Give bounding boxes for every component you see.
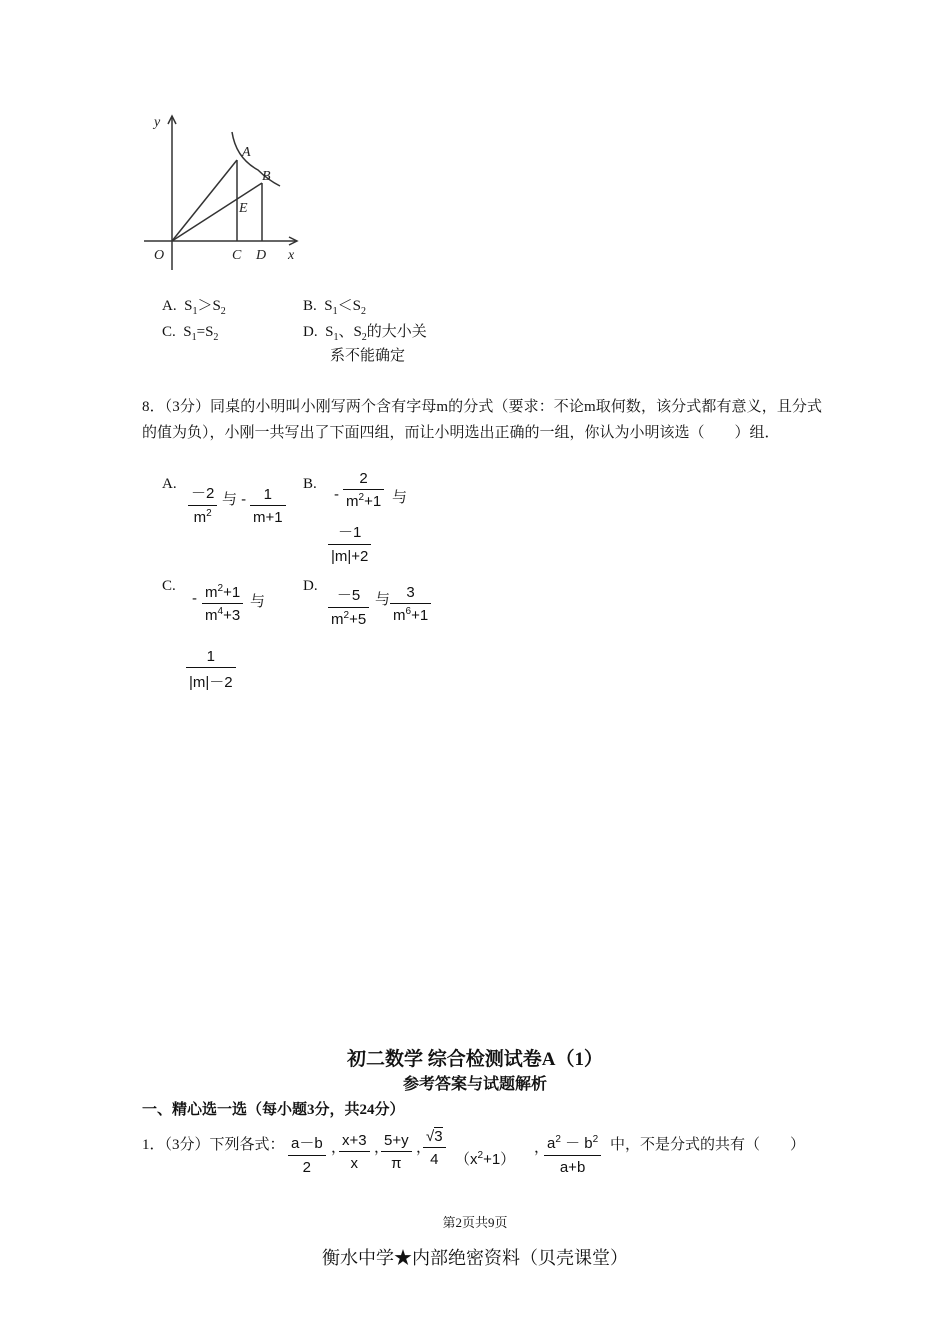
q7-option-c: C. $S_1=S_2$	[162, 324, 219, 343]
q8-b-fraction-2: $\frac{-1}{|m|+2}$	[328, 521, 371, 565]
q1-comma-2: ，	[374, 1139, 390, 1156]
q8-a-joiner: 与 -	[222, 491, 247, 508]
q8-b-fraction-1: $\frac{2}{m^2+1}$	[343, 470, 384, 510]
q1-fraction-2: $\frac{x+3}{x}$	[339, 1132, 370, 1172]
label-D: D	[256, 248, 267, 263]
q1-suffix: 中，不是分式的共有（ ）	[610, 1137, 806, 1153]
q8-c-joiner: 与	[250, 593, 266, 610]
graph-figure	[140, 110, 320, 270]
label-B: B	[262, 169, 271, 184]
q8-b-joiner: 与	[392, 489, 408, 506]
label-O: O	[154, 248, 165, 263]
q8-text: 8．（3分）同桌的小明叫小刚写两个含有字母m的分式（要求：不论m取何数，该分式都有意义，且分式的值为负），小刚一共写出了下面四组，而让小明选出正确的一组，你认为小明该选（ ）组．	[142, 399, 822, 441]
label-C: C	[232, 248, 242, 263]
section-heading: 一、精心选一选（每小题3分，共24分）	[142, 1102, 405, 1118]
q8-c-fraction-1: $\frac{m^2+1}{m^4+3}$	[202, 584, 243, 624]
label-A: A	[242, 145, 251, 160]
q1-comma-1: ，	[331, 1139, 347, 1156]
q1-fraction-3: $\frac{5+y}{\pi}$	[381, 1132, 412, 1172]
segment-OB	[172, 183, 262, 241]
q1-comma-3: ，	[416, 1139, 432, 1156]
q8-option-a-letter: A.	[162, 476, 177, 492]
q8-d-joiner: 与	[375, 591, 391, 608]
q8-c-fraction-2: $\frac{1}{|m|-2}$	[186, 648, 236, 692]
q1-fraction-1: $\frac{a-b}{2}$	[288, 1132, 326, 1176]
q7-option-d: D. $S_1$、$S_2$的大小关	[303, 324, 427, 343]
q8-option-b-letter: B.	[303, 476, 317, 492]
label-E: E	[239, 201, 248, 216]
q8-c-prefix: -	[192, 590, 197, 607]
q7-option-d-cont: 系不能确定	[330, 348, 406, 364]
q1-paren-expression: $(x^2+1)$	[455, 1150, 516, 1168]
label-x: x	[288, 248, 295, 263]
answer-subtitle: 参考答案与试题解析	[402, 1076, 547, 1093]
q8-option-c-letter: C.	[162, 578, 176, 594]
label-y: y	[154, 115, 161, 130]
q8-a-fraction-1: $\frac{-2}{m^2}$	[188, 482, 217, 526]
q8-b-prefix: -	[334, 486, 339, 503]
q8-a-fraction-2: $\frac{1}{m+1}$	[250, 486, 286, 526]
watermark-text: 衡水中学★内部绝密资料（贝壳课堂）	[322, 1248, 628, 1268]
q1-comma-4: ，	[534, 1139, 550, 1156]
page-number: 第2页共9页	[442, 1215, 508, 1230]
q8-d-fraction-1: $\frac{-5}{m^2+5}$	[328, 584, 369, 628]
q8-d-fraction-2: $\frac{3}{m^6+1}$	[390, 584, 431, 624]
hyperbola-curve	[232, 132, 280, 186]
q8-option-d-letter: D.	[303, 578, 318, 594]
q7-option-b: B. $S_1<S_2$	[303, 298, 366, 317]
segment-OA	[172, 160, 237, 241]
q1-prefix: 1．（3分）下列各式：	[142, 1137, 285, 1153]
answer-title: 初二数学 综合检测试卷A（1）	[347, 1049, 603, 1070]
q7-option-a: A. $S_1>S_2$	[162, 298, 226, 317]
q1-fraction-5: $\frac{a^2 - b^2}{a+b}$	[544, 1132, 601, 1176]
q1-fraction-4: $\frac{√3}{4}$	[423, 1128, 446, 1168]
